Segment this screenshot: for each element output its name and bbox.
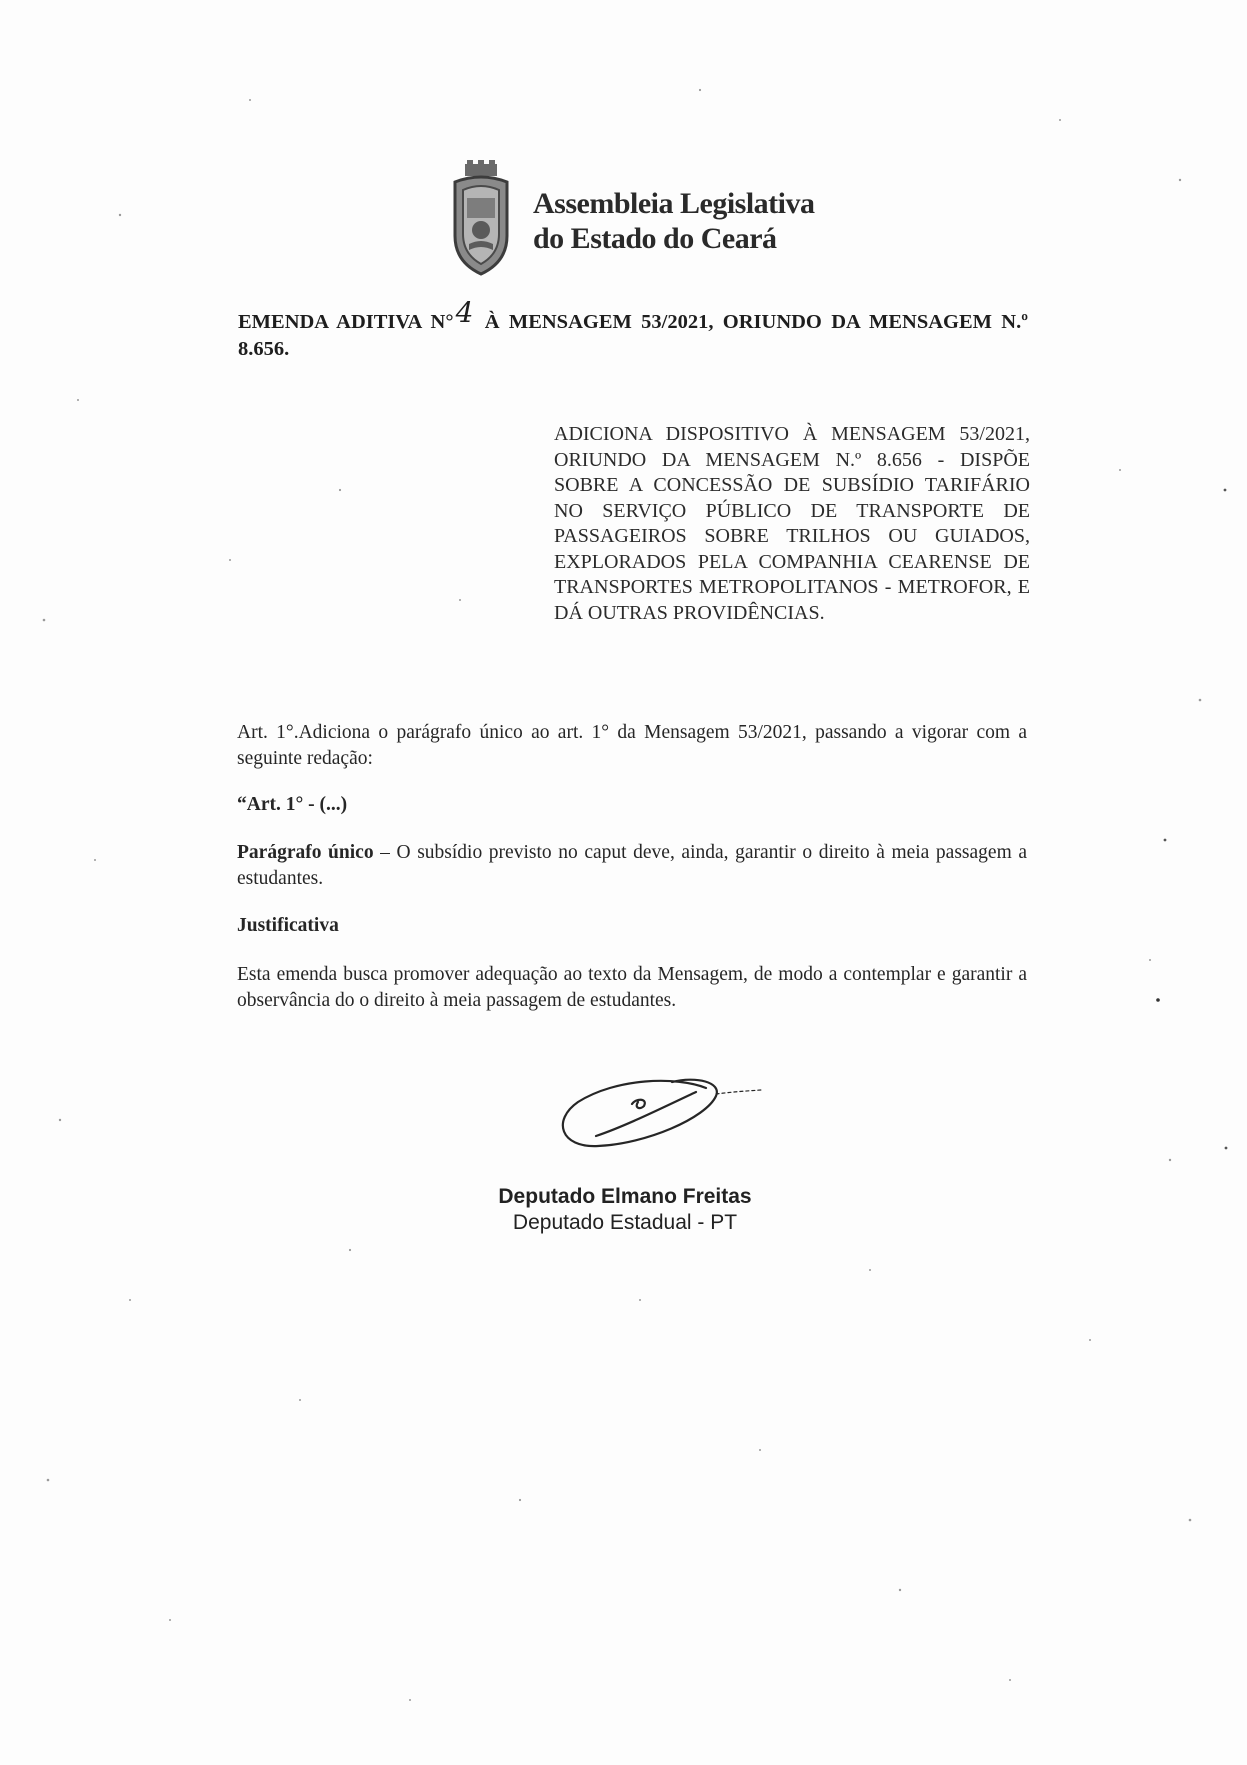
justificativa-heading: Justificativa: [237, 915, 339, 936]
paragrafo-unico-label: Parágrafo único: [237, 842, 374, 863]
handwritten-signature: [556, 1070, 766, 1160]
letterhead: [447, 158, 867, 278]
amendment-title-prefix: EMENDA ADITIVA N°: [238, 311, 454, 333]
justificativa-text: Esta emenda busca promover adequação ao texto da Mensagem, de modo a contemplar e garantir a observância do o direito à meia passagem de estudantes.: [237, 964, 1027, 1011]
institution-line-2: do Estado do Ceará: [533, 222, 777, 255]
paragrafo-unico: [237, 840, 1027, 892]
amendment-title-suffix: À MENSAGEM 53/2021, ORIUNDO DA MENSAGEM N.º 8.656.: [238, 311, 1029, 360]
article-1-text: Art. 1°.Adiciona o parágrafo único ao art. 1° da Mensagem 53/2021, passando a vigorar com a seguinte redação:: [237, 722, 1027, 769]
signer-role: Deputado Estadual - PT: [512, 1211, 738, 1234]
amendment-number-handwritten: 4: [455, 296, 474, 329]
ementa-summary: ADICIONA DISPOSITIVO À MENSAGEM 53/2021, ORIUNDO DA MENSAGEM N.º 8.656 - DISPÕE SOBRE A CONCESSÃO DE SUBSÍDIO TARIFÁRIO NO SERVIÇO PÚBLICO DE TRANSPORTE DE PASSAGEIROS SOBRE TRILHOS OU GUIADOS, EXPLORADOS PELA COMPANHIA CEARENSE DE TRANSPORTES METROPOLITANOS - METROFOR, E DÁ OUTRAS PROVIDÊNCIAS.: [554, 423, 1030, 624]
amendment-title: [238, 296, 1029, 363]
paragrafo-unico-text: – O subsídio previsto no caput deve, ainda, garantir o direito à meia passagem a estudantes.: [237, 842, 1027, 889]
institution-name: [533, 186, 815, 256]
signer-name: Deputado Elmano Freitas: [498, 1185, 752, 1208]
quoted-article-heading: “Art. 1° - (...): [237, 794, 348, 815]
state-coat-of-arms-icon: [447, 158, 515, 278]
institution-line-1: Assembleia Legislativa: [533, 187, 815, 220]
